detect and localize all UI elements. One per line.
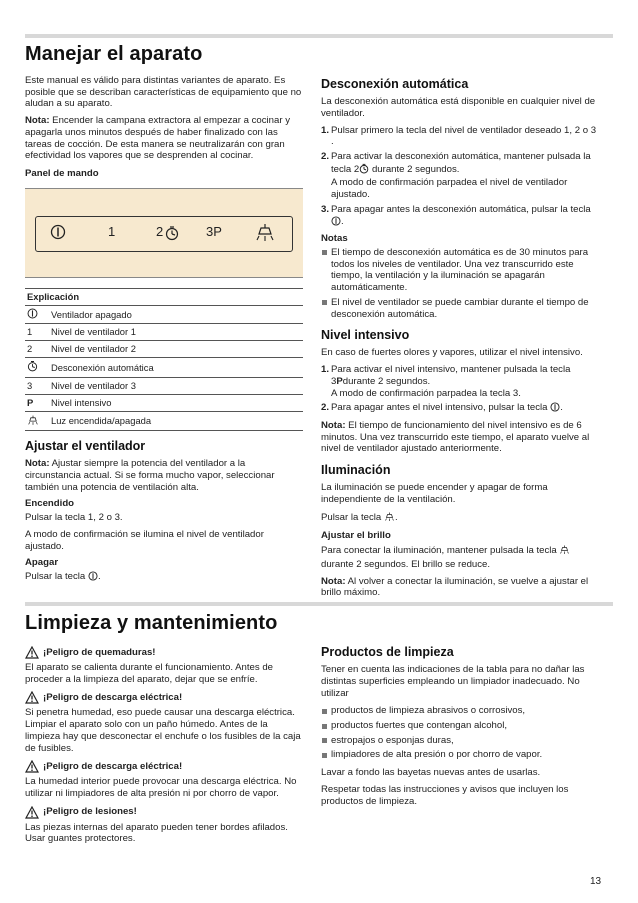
warning-text: Las piezas internas del aparato pueden tener bordes afilados. Usar guantes protectores. — [25, 821, 288, 845]
productos-title: Productos de limpieza — [321, 645, 454, 659]
list-item: 2. Para apagar antes el nivel intensivo, pulsar la tecla . — [321, 402, 599, 416]
list-item: productos de limpieza abrasivos o corrosivos, — [321, 705, 599, 717]
light-icon — [254, 222, 276, 246]
table-row: 3 Nivel de ventilador 3 — [25, 377, 303, 394]
ajustar-nota: Nota: Ajustar siempre la potencia del ventilador a la circunstancia actual. Si se forma mucho vapor, seleccionar también una potencia de ventilación alta. — [25, 458, 275, 493]
brillo-title: Ajustar el brillo — [321, 530, 391, 542]
panel-button-2: 2 — [156, 223, 164, 239]
iluminacion-nota: Nota: Al volver a conectar la iluminación, se vuelve a ajustar el brillo máximo. — [321, 575, 589, 599]
encendido-title: Encendido — [25, 498, 75, 510]
table-header-row: Explicación — [25, 288, 303, 305]
light-icon — [384, 511, 395, 526]
section-title-manejar: Manejar el aparato — [25, 43, 203, 65]
iluminacion-intro: La iluminación se puede encender y apagar de forma independiente de la ventilación. — [321, 482, 548, 506]
brillo-text: Para conectar la iluminación, mantener pulsada la tecla durante 2 segundos. El brillo se reduce. — [321, 544, 599, 570]
control-panel-illustration — [25, 188, 303, 278]
intensivo-steps — [321, 364, 599, 416]
encendido-text-2: A modo de confirmación se ilumina el nivel de ventilador ajustado. — [25, 528, 264, 552]
panel-button-3p: 3P — [206, 223, 222, 239]
productos-p1: Lavar a fondo las bayetas nuevas antes de usarlas. — [321, 767, 541, 779]
control-panel-box — [35, 216, 293, 252]
page-number: 13 — [590, 876, 602, 887]
intensivo-title: Nivel intensivo — [321, 328, 410, 343]
panel-title: Panel de mando — [25, 167, 99, 179]
power-icon — [331, 216, 341, 230]
right-column-bottom — [321, 645, 599, 812]
table-row: 1 Nivel de ventilador 1 — [25, 324, 303, 341]
left-column-bottom — [25, 640, 303, 850]
warning-title: ¡Peligro de descarga eléctrica! — [25, 760, 303, 773]
timer-icon — [165, 225, 179, 245]
warning-text: El aparato se calienta durante el funcionamiento. Antes de proceder a la limpieza del aparato, dejar que se enfríe. — [25, 662, 274, 685]
list-item: 1. Para activar el nivel intensivo, mantener pulsada la tecla 3Pdurante 2 segundos. A modo de confirmación parpadea la tecla 3. — [321, 364, 571, 399]
right-column-top — [321, 77, 599, 604]
warning-text: Si penetra humedad, eso puede causar una descarga eléctrica. Limpiar el aparato solo con un paño húmedo. Antes de la limpieza hay que desconectar el enchufe o los fusibles de la caja de fusibles. — [25, 707, 301, 754]
table-row: Desconexión automática — [25, 358, 303, 377]
table-row: 2 Nivel de ventilador 2 — [25, 341, 303, 358]
desconexion-title: Desconexión automática — [321, 77, 469, 91]
list-item: 1. Pulsar primero la tecla del nivel de ventilador deseado 1, 2 o 3 . — [321, 124, 597, 148]
warning-text: La humedad interior puede provocar una descarga eléctrica. No utilizar ni limpiadores de alta presión ni por chorro de vapor. — [25, 776, 297, 799]
apagar-title: Apagar — [25, 557, 59, 569]
light-icon — [559, 544, 570, 559]
encendido-text-1: Pulsar la tecla 1, 2 o 3. — [25, 512, 123, 524]
list-item: El tiempo de desconexión automática es de 30 minutos para todos los niveles de ventilador. Una vez transcurrido este tiempo, la ventilación y la iluminación se apagarán automáticamente. — [321, 247, 599, 294]
power-icon — [88, 571, 98, 585]
warning-icon — [25, 691, 39, 704]
panel-button-1: 1 — [108, 223, 116, 239]
table-row: Ventilador apagado — [25, 305, 303, 323]
warning-title: ¡Peligro de quemaduras! — [25, 646, 303, 659]
explanation-table — [25, 288, 303, 431]
section-title-limpieza: Limpieza y mantenimiento — [25, 612, 278, 634]
list-item: 3. Para apagar antes la desconexión automática, pulsar la tecla . — [321, 204, 599, 229]
timer-icon — [359, 163, 369, 178]
notas-title: Notas — [321, 233, 348, 245]
timer-icon — [25, 358, 49, 377]
light-icon — [25, 411, 49, 430]
productos-list — [321, 705, 599, 761]
list-item: 2. Para activar la desconexión automática, mantener pulsada la tecla 2 durante 2 segundos. A modo de confirmación parpadea el nivel de ventilador ajustado. — [321, 151, 591, 201]
intro-text: Este manual es válido para distintas variantes de aparato. Es posible que se describan características de equipamiento que no aludan a su aparato. — [25, 75, 302, 110]
top-rule — [25, 34, 613, 38]
intensivo-nota: Nota: El tiempo de funcionamiento del nivel intensivo es de 6 minutos. Una vez transcurrido este tiempo, el aparato vuelve al nivel de ventilador ajustado anteriormente. — [321, 419, 590, 455]
apagar-text: Pulsar la tecla . — [25, 571, 303, 585]
iluminacion-pulsar: Pulsar la tecla . — [321, 511, 599, 526]
warning-icon — [25, 806, 39, 819]
list-item: El nivel de ventilador se puede cambiar durante el tiempo de desconexión automática. — [321, 297, 599, 320]
power-icon — [50, 223, 66, 245]
warning-title: ¡Peligro de lesiones! — [25, 806, 303, 819]
power-icon — [25, 305, 49, 323]
section-rule — [25, 602, 613, 606]
list-item: productos fuertes que contengan alcohol, — [321, 720, 599, 732]
power-icon — [550, 402, 560, 416]
table-row: Luz encendida/apagada — [25, 411, 303, 430]
ajustar-title: Ajustar el ventilador — [25, 439, 146, 454]
warning-icon — [25, 646, 39, 659]
left-column-top — [25, 75, 303, 590]
notas-list — [321, 247, 599, 320]
productos-intro: Tener en cuenta las indicaciones de la tabla para no dañar las distintas superficies empleando un limpiador inadecuado. No utilizar — [321, 664, 585, 699]
table-row: P Nivel intensivo — [25, 394, 303, 411]
nota-paragraph: Nota: Encender la campana extractora al empezar a cocinar y apagarla unos minutos después de haber finalizado con las tareas de cocción. De esta manera se neutralizarán con gran efectividad los vapores que se desprenden al cocinar. — [25, 115, 291, 162]
warning-title: ¡Peligro de descarga eléctrica! — [25, 691, 303, 704]
warning-icon — [25, 760, 39, 773]
desconexion-intro: La desconexión automática está disponible en cualquier nivel de ventilador. — [321, 96, 596, 119]
productos-p2: Respetar todas las instrucciones y avisos que incluyen los productos de limpieza. — [321, 783, 569, 807]
intensivo-intro: En caso de fuertes olores y vapores, utilizar el nivel intensivo. — [321, 347, 583, 359]
iluminacion-title: Iluminación — [321, 463, 391, 478]
list-item: estropajos o esponjas duras, — [321, 735, 599, 747]
desconexion-steps — [321, 125, 599, 230]
list-item: limpiadores de alta presión o por chorro de vapor. — [321, 749, 599, 761]
